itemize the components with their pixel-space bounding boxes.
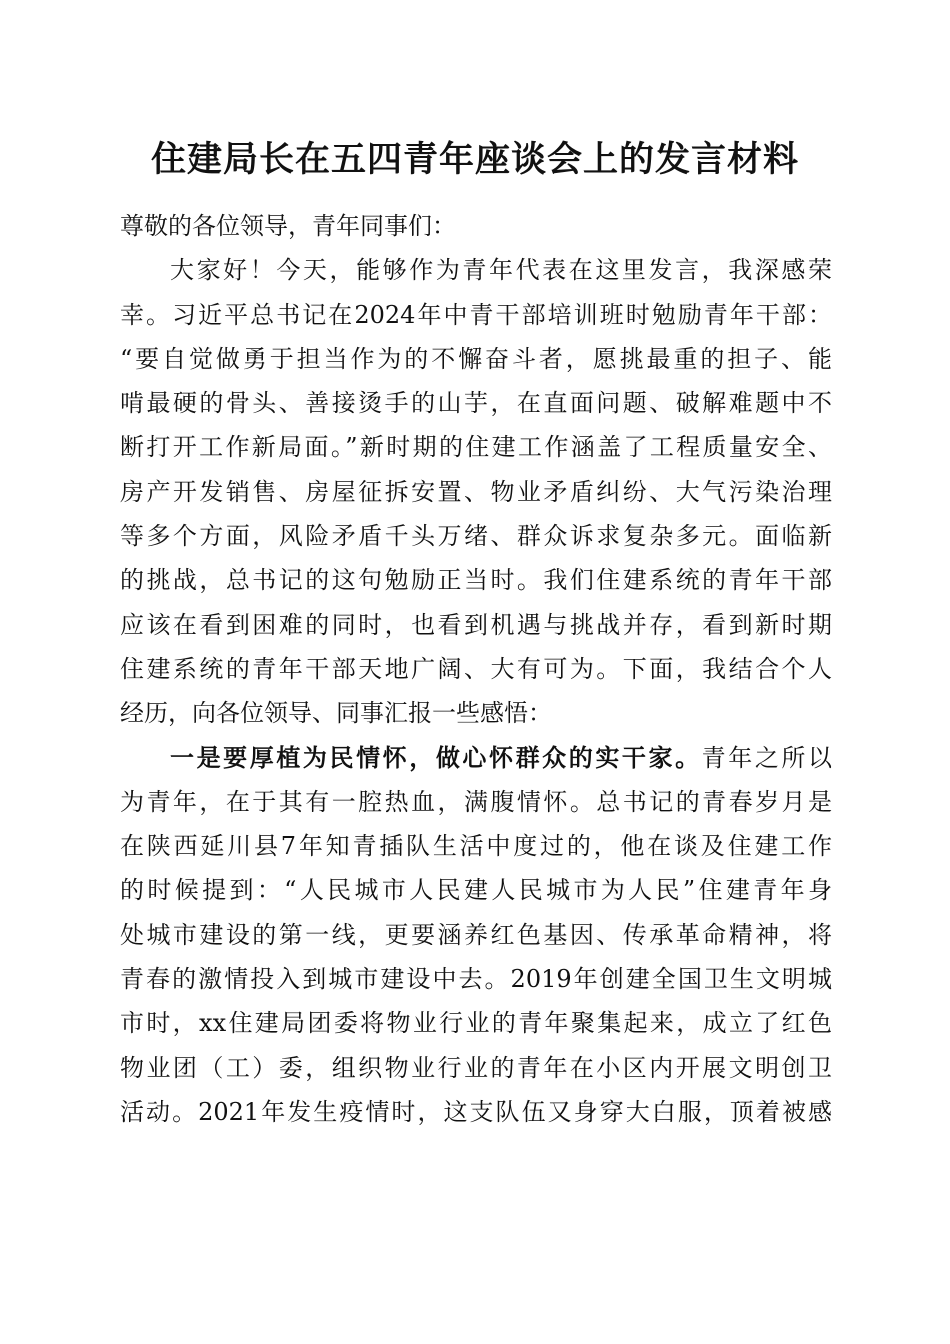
body-line-text: 等多个方面，风险矛盾千头万绪、群众诉求复杂多元。面临新 [120,522,832,551]
body-line [120,780,832,824]
document-title: 住建局长在五四青年座谈会上的发言材料 [150,139,799,180]
body-line-text: 物业团（工）委，组织物业行业的青年在小区内开展文明创卫 [120,1053,832,1082]
body-line-text: 在陕西延川县7年知青插队生活中度过的，他在谈及住建工作 [120,832,832,861]
body-line [120,1046,832,1090]
body-line-text: 断打开工作新局面。”新时期的住建工作涵盖了工程质量安全、 [120,433,832,462]
body-line-text: 住建系统的青年干部天地广阔、大有可为。下面，我结合个人 [120,654,832,683]
body-line [120,1090,832,1134]
document-body [120,204,832,1134]
body-line [120,204,832,248]
body-line [120,691,832,735]
body-line [120,337,832,381]
body-line [120,558,832,602]
body-line [120,293,832,337]
body-line-text: 应该在看到困难的同时，也看到机遇与挑战并存，看到新时期 [120,610,832,639]
body-line-text: 幸。习近平总书记在2024年中青干部培训班时勉励青年干部： [120,300,832,329]
body-line-text: 市时，xx住建局团委将物业行业的青年聚集起来，成立了红色 [120,1009,832,1038]
body-line-text: 房产开发销售、房屋征拆安置、物业矛盾纠纷、大气污染治理 [120,477,832,506]
body-line-text: 啃最硬的骨头、善接烫手的山芋，在直面问题、破解难题中不 [120,389,832,418]
body-line [120,647,832,691]
body-line [120,514,832,558]
body-line [120,913,832,957]
body-line-text: 的时候提到：“人民城市人民建人民城市为人民”住建青年身 [120,876,832,905]
body-line [120,470,832,514]
body-line-text: 大家好！今天，能够作为青年代表在这里发言，我深感荣 [170,256,832,285]
body-line-text: “要自觉做勇于担当作为的不懈奋斗者，愿挑最重的担子、能 [120,344,832,373]
body-line-text: 为青年，在于其有一腔热血，满腹情怀。总书记的青春岁月是 [120,787,832,816]
body-line [120,1001,832,1045]
body-line-text: 处城市建设的第一线，更要涵养红色基因、传承革命精神，将 [120,920,832,949]
body-line-text: 青年之所以 [701,743,833,772]
body-line-text: 的挑战，总书记的这句勉励正当时。我们住建系统的青年干部 [120,566,832,595]
body-line [120,425,832,469]
body-line-text: 活动。2021年发生疫情时，这支队伍又身穿大白服，顶着被感 [120,1097,832,1126]
body-line [120,957,832,1001]
body-line-text: 尊敬的各位领导，青年同事们： [120,212,456,240]
body-line [120,736,832,780]
body-line [120,603,832,647]
body-line [120,868,832,912]
body-line [120,248,832,292]
paragraph-lead-heading: 一是要厚植为民情怀，做心怀群众的实干家。 [170,742,702,772]
body-line [120,381,832,425]
body-line [120,824,832,868]
body-line-text: 经历，向各位领导、同事汇报一些感悟： [120,699,552,728]
body-line-text: 青春的激情投入到城市建设中去。2019年创建全国卫生文明城 [120,965,832,994]
